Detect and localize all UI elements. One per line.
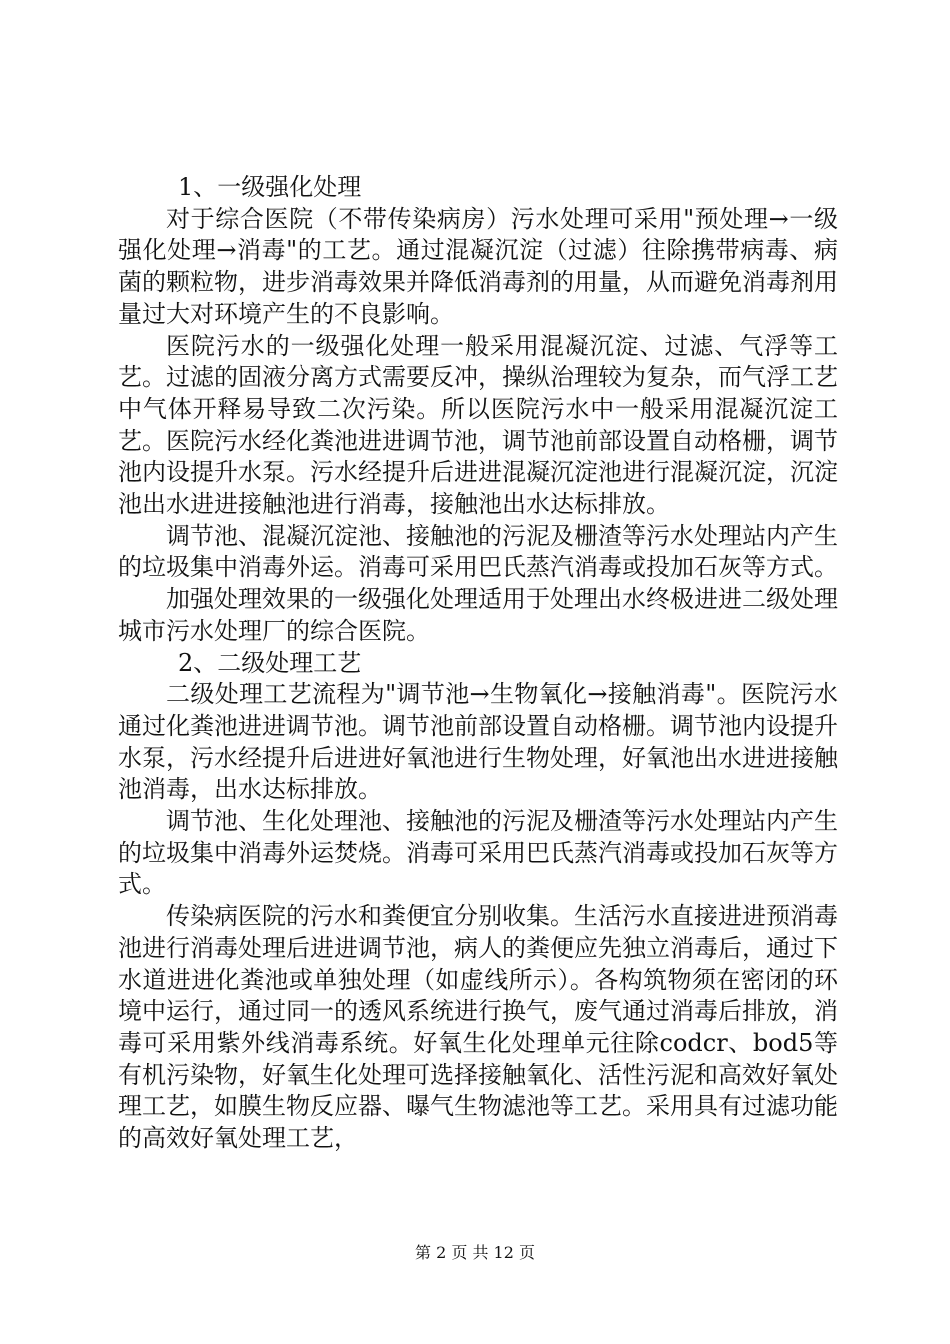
paragraph: 加强处理效果的一级强化处理适用于处理出水终极进进二级处理城市污水处理厂的综合医院。: [118, 585, 838, 645]
paragraph: 医院污水的一级强化处理一般采用混凝沉淀、过滤、气浮等工艺。过滤的固液分离方式需要反冲，操纵治理较为复杂，而气浮工艺中气体开释易导致二次污染。所以医院污水中一般采用混凝沉淀工艺。医院污水经化粪池进进调节池，调节池前部设置自动格栅，调节池内设提升水泵。污水经提升后进进混凝沉淀池进行混凝沉淀，沉淀池出水进进接触池进行消毒，接触池出水达标排放。: [118, 331, 838, 519]
page-number-footer: 第 2 页 共 12 页: [415, 1243, 535, 1262]
paragraph: 调节池、混凝沉淀池、接触池的污泥及栅渣等污水处理站内产生的垃圾集中消毒外运。消毒可采用巴氏蒸汽消毒或投加石灰等方式。: [118, 521, 838, 582]
paragraph: 传染病医院的污水和粪便宜分别收集。生活污水直接进进预消毒池进行消毒处理后进进调节池，病人的粪便应先独立消毒后，通过下水道进进化粪池或单独处理（如虚线所示）。各构筑物须在密闭的环境中运行，通过同一的透风系统进行换气，废气通过消毒后排放，消毒可采用紫外线消毒系统。好氧生化处理单元往除codcr、bod5等有机污染物，好氧生化处理可选择接触氧化、活性污泥和高效好氧处理工艺，如膜生物反应器、曝气生物滤池等工艺。采用具有过滤功能的高效好氧处理工艺，: [118, 902, 838, 1153]
paragraph: 对于综合医院（不带传染病房）污水处理可采用"预处理→一级强化处理→消毒"的工艺。通过混凝沉淀（过滤）往除携带病毒、病菌的颗粒物，进步消毒效果并降低消毒剂的用量，从而避免消毒剂用量过大对环境产生的不良影响。: [118, 204, 838, 328]
document-body: [118, 172, 838, 1155]
section-heading-1: 1、一级强化处理: [178, 173, 362, 201]
paragraph: 二级处理工艺流程为"调节池→生物氧化→接触消毒"。医院污水通过化粪池进进调节池。调节池前部设置自动格栅。调节池内设提升水泵，污水经提升后进进好氧池进行生物处理，好氧池出水进进接触池消毒，出水达标排放。: [118, 680, 838, 804]
paragraph: 调节池、生化处理池、接触池的污泥及栅渣等污水处理站内产生的垃圾集中消毒外运焚烧。消毒可采用巴氏蒸汽消毒或投加石灰等方式。: [118, 807, 838, 899]
section-heading-2: 2、二级处理工艺: [178, 648, 362, 677]
